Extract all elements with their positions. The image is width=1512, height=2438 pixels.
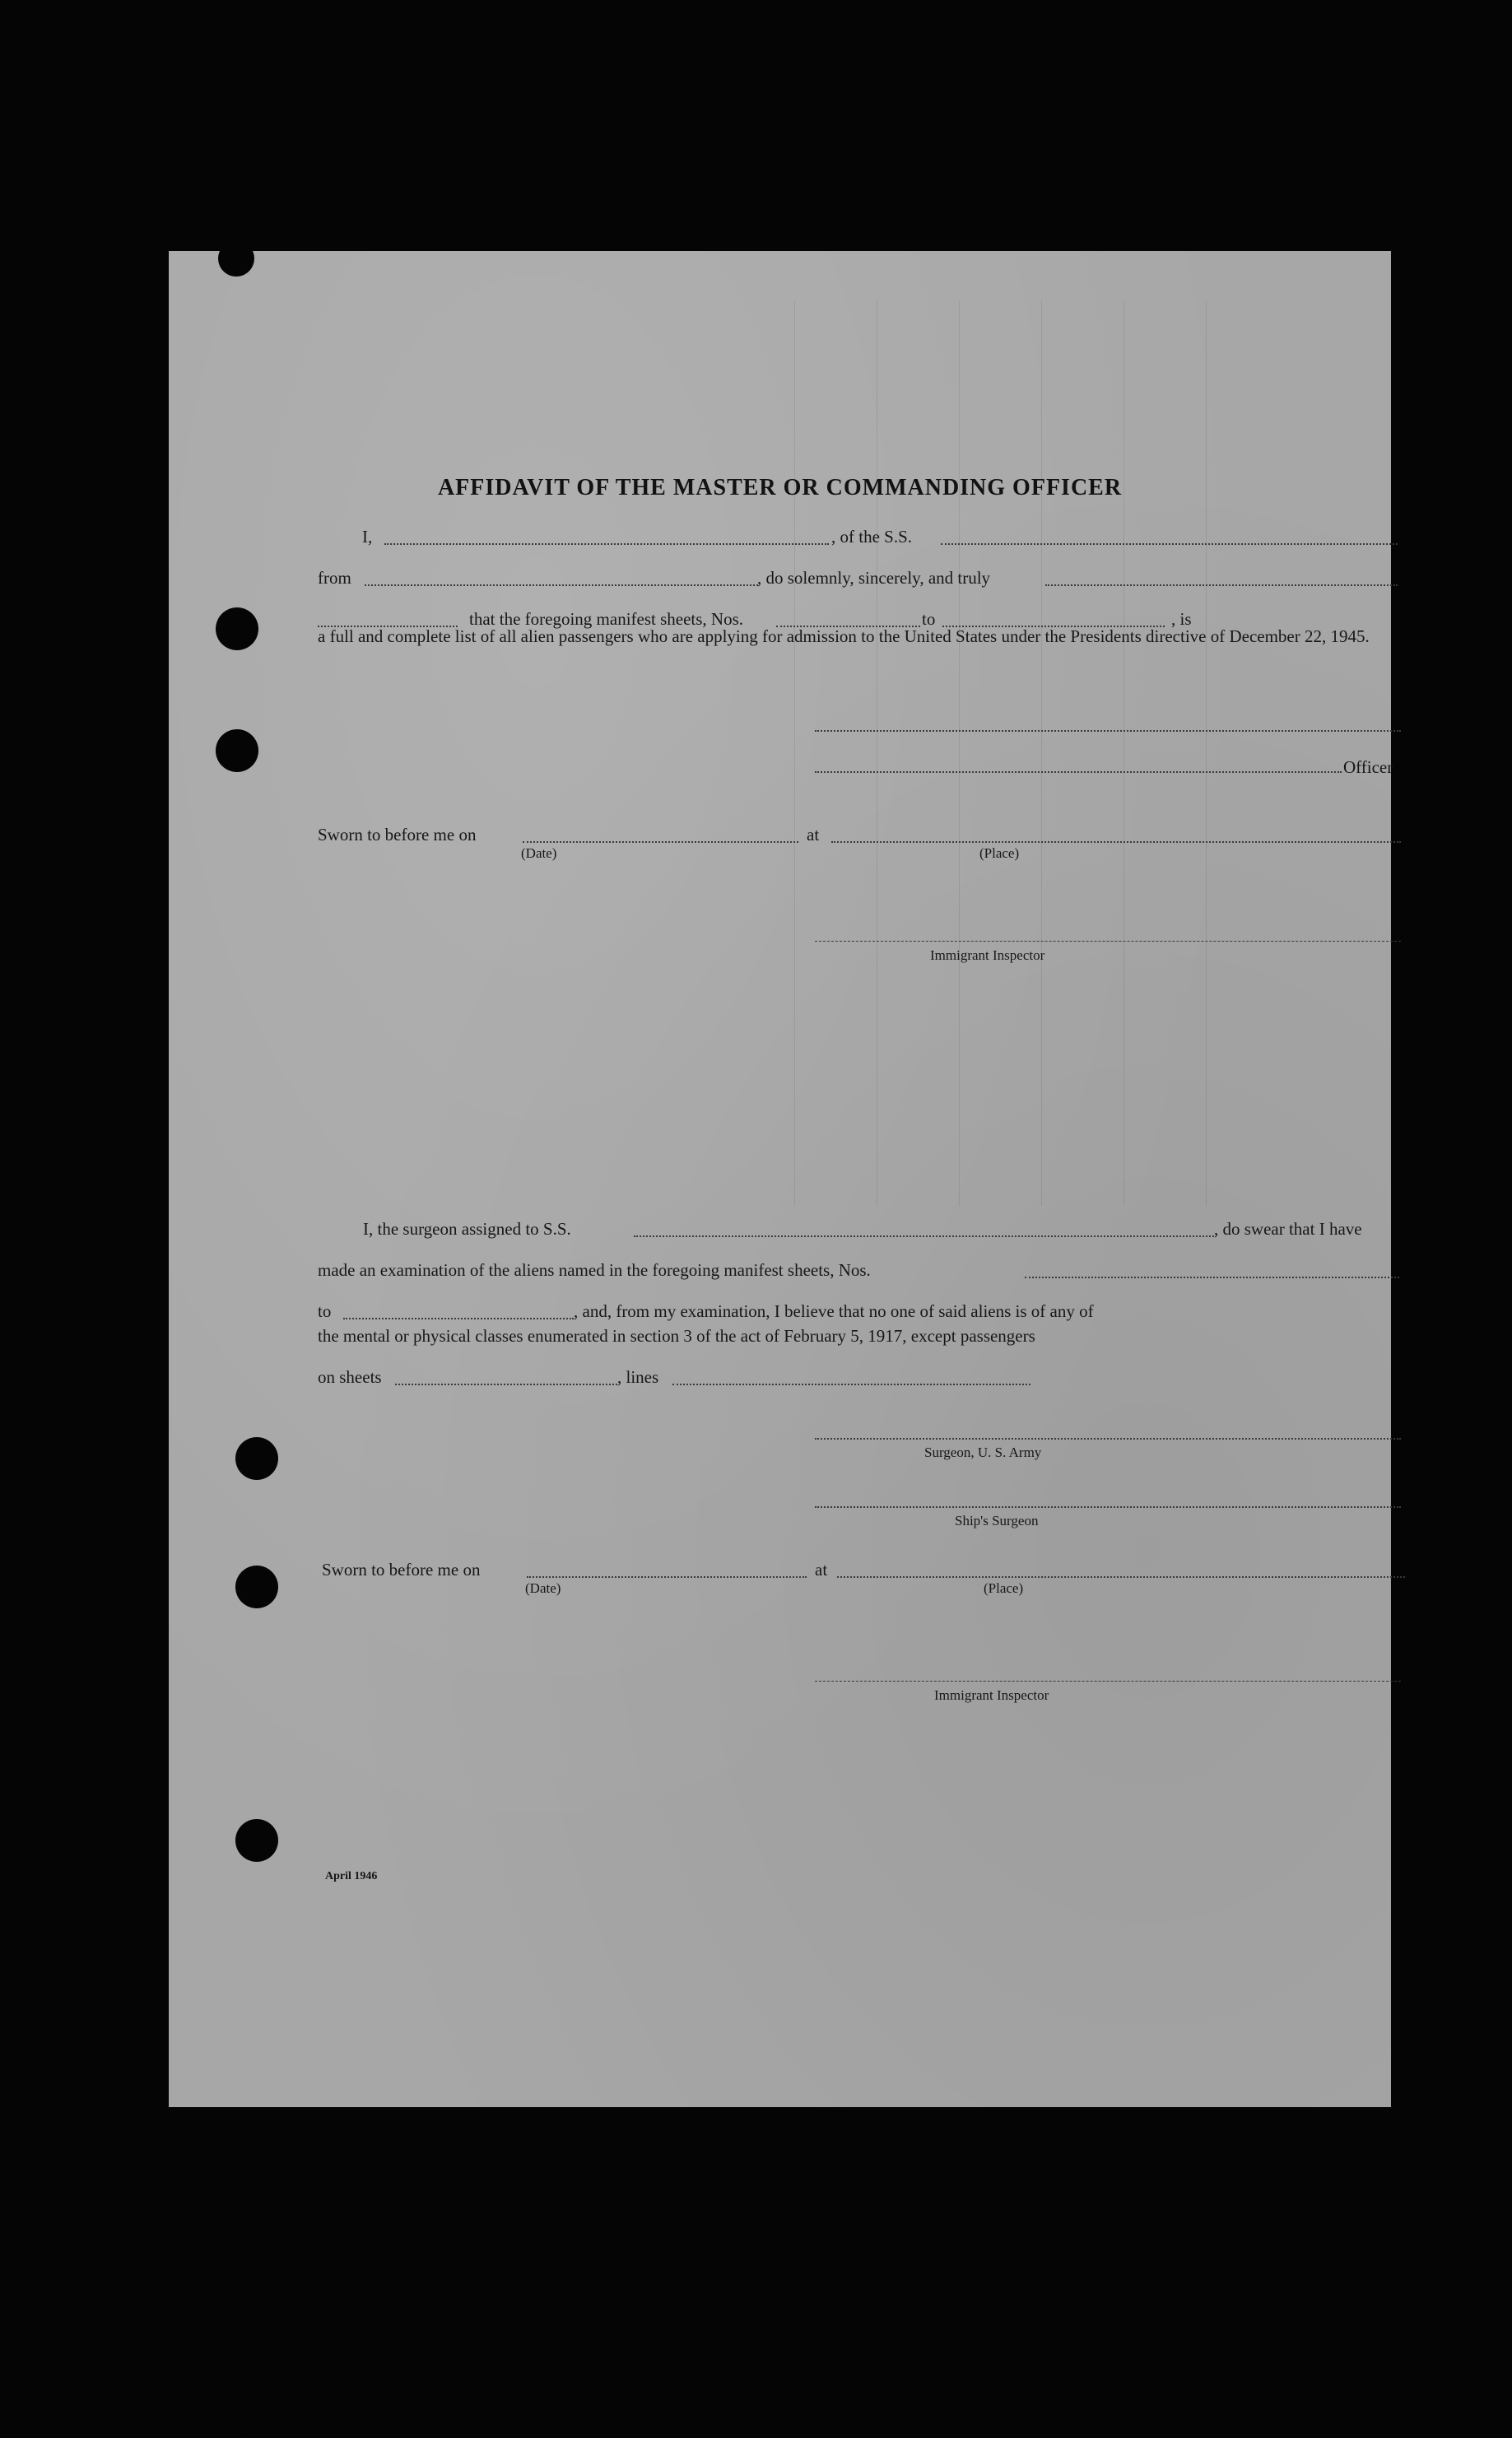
ship-name-field[interactable] bbox=[941, 543, 1398, 545]
punch-hole bbox=[235, 2391, 278, 2434]
except-lines-field[interactable] bbox=[672, 1384, 1030, 1385]
army-surgeon-signature-field[interactable] bbox=[815, 1438, 1401, 1440]
bleed-through-line bbox=[1041, 300, 1042, 1206]
surgeon-sheets-from-field[interactable] bbox=[1025, 1277, 1399, 1278]
swear-text: , do swear that I have bbox=[1214, 1219, 1362, 1239]
punch-hole bbox=[218, 240, 254, 277]
officer-label: Officer bbox=[1343, 757, 1393, 777]
punch-hole bbox=[216, 729, 258, 772]
sworn-date-field[interactable] bbox=[523, 841, 798, 843]
examination-text: made an examination of the aliens named in the foregoing manifest sheets, Nos. bbox=[318, 1260, 871, 1280]
surgeon-sheets-to-field[interactable] bbox=[343, 1318, 574, 1319]
surgeon-sworn-label: Sworn to before me on bbox=[322, 1560, 481, 1580]
master-name-field[interactable] bbox=[384, 543, 829, 545]
from-label: from bbox=[318, 568, 351, 588]
inspector-signature-field[interactable] bbox=[815, 941, 1401, 942]
master-signature-field[interactable] bbox=[815, 730, 1401, 732]
surgeon-date-caption: (Date) bbox=[525, 1580, 561, 1596]
punch-hole bbox=[235, 1819, 278, 1862]
ships-surgeon-signature-field[interactable] bbox=[815, 1506, 1401, 1508]
ships-surgeon-caption: Ship's Surgeon bbox=[955, 1513, 1039, 1528]
inspector-caption: Immigrant Inspector bbox=[930, 947, 1045, 963]
solemnly-text: , do solemnly, sincerely, and truly bbox=[757, 568, 991, 588]
lines-label: , lines bbox=[617, 1367, 659, 1387]
surgeon-inspector-caption: Immigrant Inspector bbox=[934, 1687, 1049, 1703]
on-sheets-label: on sheets bbox=[318, 1367, 382, 1387]
punch-hole bbox=[235, 1437, 278, 1480]
i-label: I, bbox=[362, 527, 373, 547]
officer-signature-field[interactable] bbox=[815, 771, 1342, 773]
surgeon-intro: I, the surgeon assigned to S.S. bbox=[363, 1219, 571, 1239]
surgeon-ship-field[interactable] bbox=[634, 1235, 1214, 1237]
from-port-field[interactable] bbox=[365, 584, 758, 586]
place-caption: (Place) bbox=[979, 845, 1020, 861]
to-label: to bbox=[922, 609, 936, 629]
oath-type-field[interactable] bbox=[1045, 584, 1398, 586]
army-surgeon-caption: Surgeon, U. S. Army bbox=[924, 1445, 1042, 1460]
surgeon-to-label: to bbox=[318, 1301, 332, 1321]
surgeon-inspector-signature-field[interactable] bbox=[815, 1681, 1401, 1682]
bleed-through-line bbox=[959, 300, 960, 1206]
surgeon-sworn-place-field[interactable] bbox=[837, 1576, 1405, 1578]
of-ss-label: , of the S.S. bbox=[831, 527, 913, 547]
at-label: at bbox=[807, 825, 820, 844]
sworn-place-field[interactable] bbox=[831, 841, 1401, 843]
surgeon-at-label: at bbox=[815, 1560, 828, 1580]
punch-hole bbox=[216, 607, 258, 650]
master-paragraph: a full and complete list of all alien passengers who are applying for admission to the United States under the Presidents directive of December 22, 1945. bbox=[318, 626, 1370, 646]
sworn-label: Sworn to before me on bbox=[318, 825, 477, 844]
classes-text: the mental or physical classes enumerated in section 3 of the act of February 5, 1917, except passengers bbox=[318, 1326, 1035, 1346]
examination-result-text: , and, from my examination, I believe that no one of said aliens is of any of bbox=[574, 1301, 1094, 1321]
surgeon-place-caption: (Place) bbox=[984, 1580, 1024, 1596]
bleed-through-line bbox=[1206, 300, 1207, 1206]
is-label: , is bbox=[1171, 609, 1192, 629]
surgeon-sworn-date-field[interactable] bbox=[527, 1576, 807, 1578]
punch-hole bbox=[235, 1566, 278, 1608]
affidavit-page bbox=[169, 251, 1391, 2107]
except-sheets-field[interactable] bbox=[395, 1384, 617, 1385]
bleed-through-line bbox=[794, 300, 795, 1206]
date-caption: (Date) bbox=[521, 845, 557, 861]
form-date: April 1946 bbox=[325, 1870, 378, 1882]
foregoing-text: that the foregoing manifest sheets, Nos. bbox=[469, 609, 744, 629]
page-title: AFFIDAVIT OF THE MASTER OR COMMANDING OFFICER bbox=[437, 474, 1123, 500]
